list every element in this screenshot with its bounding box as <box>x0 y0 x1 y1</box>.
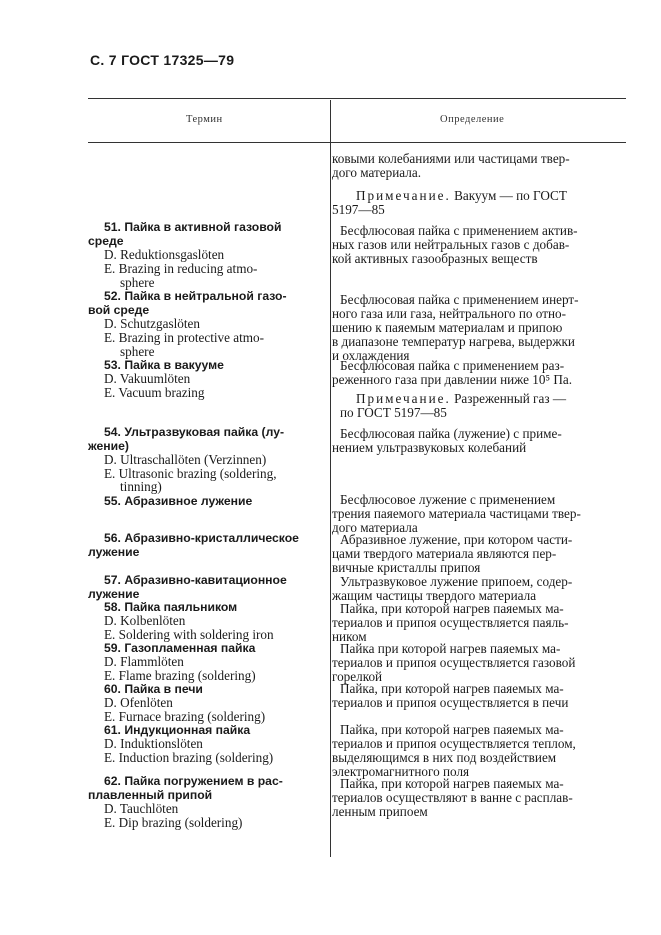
def-55-line-2: трения паяемого материала частицами твер- <box>332 506 581 521</box>
term-60-title: 60. Пайка в печи <box>104 682 203 696</box>
term-62-en: E. Dip brazing (soldering) <box>104 815 243 830</box>
def-56-line-3: вичные кристаллы припоя <box>332 560 481 575</box>
def-59-line-3: горелкой <box>332 669 383 684</box>
def-60-line-2: териалов и припоя осуществляется в печи <box>332 695 569 710</box>
term-58-de: D. Kolbenlöten <box>104 613 186 628</box>
def-58-line-2: териалов и припоя осуществляется паяль- <box>332 615 569 630</box>
def-52-line-1: Бесфлюсовая пайка с применением инерт- <box>340 292 579 307</box>
def-cont-line-2: дого материала. <box>332 165 422 180</box>
term-56-title: 56. Абразивно-кристаллическое <box>104 531 299 545</box>
term-54-title-cont: жение) <box>88 439 129 453</box>
term-61-title: 61. Индукционная пайка <box>104 723 251 737</box>
term-54-en-cont: tinning) <box>120 479 162 494</box>
term-56-title-cont: лужение <box>88 545 140 559</box>
def-59-line-2: териалов и припоя осуществляется газовой <box>332 655 576 670</box>
def-59-line-1: Пайка при которой нагрев паяемых ма- <box>340 641 561 656</box>
def-62-line-3: ленным припоем <box>332 804 428 819</box>
term-59-en: E. Flame brazing (soldering) <box>104 668 256 683</box>
def-56-line-2: цами твердого материала являются пер- <box>332 546 557 561</box>
term-60-en: E. Furnace brazing (soldering) <box>104 709 266 724</box>
def-61-line-3: выделяющимся в них под воздействием <box>332 750 557 765</box>
def-52-line-3: шению к паяемым материалам и припою <box>332 320 563 335</box>
def-62-line-2: териалов осуществляют в ванне с расплав- <box>332 790 573 805</box>
term-57-title-cont: лужение <box>88 587 140 601</box>
term-60-de: D. Ofenlöten <box>104 695 173 710</box>
def-52-line-5: и охлаждения <box>332 348 410 363</box>
term-53-de: D. Vakuumlöten <box>104 371 191 386</box>
term-51-en-cont: sphere <box>120 275 155 290</box>
term-53-title: 53. Пайка в вакууме <box>104 358 224 372</box>
def-57-line-1: Ультразвуковое лужение припоем, содер- <box>340 574 573 589</box>
def-55-line-1: Бесфлюсовое лужение с применением <box>340 492 556 507</box>
term-51-en: E. Brazing in reducing atmo- <box>104 261 258 276</box>
term-52-title: 52. Пайка в нейтральной газо- <box>104 289 287 303</box>
term-52-en: E. Brazing in protective atmo- <box>104 330 265 345</box>
note-vacuum-line-1: Примечание. Вакуум — по ГОСТ <box>356 188 567 203</box>
def-54-line-2: нением ультразвуковых колебаний <box>332 440 527 455</box>
term-62-title: 62. Пайка погружением в рас- <box>104 774 283 788</box>
def-54-line-1: Бесфлюсовая пайка (лужение) с приме- <box>340 426 562 441</box>
def-62-line-1: Пайка, при которой нагрев паяемых ма- <box>340 776 564 791</box>
def-cont-line-1: ковыми колебаниями или частицами твер- <box>332 151 570 166</box>
def-52-line-2: ного газа или газа, нейтрального по отно- <box>332 306 567 321</box>
def-55-line-3: дого материала <box>332 520 418 535</box>
def-51-line-1: Бесфлюсовая пайка с применением актив- <box>340 223 578 238</box>
column-header-definitions: Определение <box>440 114 505 125</box>
note-rarefied-gas-line-1: Примечание. Разреженный газ — <box>356 391 567 406</box>
note-rarefied-gas-line-2: по ГОСТ 5197—85 <box>340 405 447 420</box>
term-52-title-cont: вой среде <box>88 303 150 317</box>
def-56-line-1: Абразивное лужение, при котором части- <box>340 532 573 547</box>
def-61-line-4: электромагнитного поля <box>332 764 470 779</box>
def-53-line-1: Бесфлюсовая пайка с применением раз- <box>340 358 565 373</box>
term-59-title: 59. Газопламенная пайка <box>104 641 256 655</box>
term-61-de: D. Induktionslöten <box>104 736 203 751</box>
term-53-en: E. Vacuum brazing <box>104 385 205 400</box>
def-58-line-3: ником <box>332 629 367 644</box>
column-divider <box>330 100 331 857</box>
page-header: С. 7 ГОСТ 17325—79 <box>90 52 235 68</box>
term-51-title: 51. Пайка в активной газовой <box>104 220 282 234</box>
def-61-line-1: Пайка, при которой нагрев паяемых ма- <box>340 722 564 737</box>
def-57-line-2: жащим частицы твердого материала <box>332 588 537 603</box>
term-52-en-cont: sphere <box>120 344 155 359</box>
term-54-en: E. Ultrasonic brazing (soldering, <box>104 466 277 481</box>
def-51-line-3: кой активных газообразных веществ <box>332 251 538 266</box>
def-61-line-2: териалов и припоя осуществляется теплом, <box>332 736 576 751</box>
term-55-title: 55. Абразивное лужение <box>104 494 253 508</box>
term-54-de: D. Ultraschallöten (Verzinnen) <box>104 452 267 467</box>
def-58-line-1: Пайка, при которой нагрев паяемых ма- <box>340 601 564 616</box>
term-58-en: E. Soldering with soldering iron <box>104 627 274 642</box>
table-header-rule <box>88 142 626 143</box>
term-62-title-cont: плавленный припой <box>88 788 213 802</box>
term-52-de: D. Schutzgaslöten <box>104 316 200 331</box>
def-52-line-4: в диапазоне температур нагрева, выдержки <box>332 334 575 349</box>
term-54-title: 54. Ультразвуковая пайка (лу- <box>104 425 285 439</box>
term-51-title-cont: среде <box>88 234 124 248</box>
term-57-title: 57. Абразивно-кавитационное <box>104 573 287 587</box>
term-51-de: D. Reduktionsgaslöten <box>104 247 225 262</box>
note-vacuum-line-2: 5197—85 <box>332 202 385 217</box>
term-61-en: E. Induction brazing (soldering) <box>104 750 274 765</box>
column-header-terms: Термин <box>186 114 223 125</box>
term-59-de: D. Flammlöten <box>104 654 184 669</box>
def-60-line-1: Пайка, при которой нагрев паяемых ма- <box>340 681 564 696</box>
def-53-line-2: реженного газа при давлении ниже 10⁵ Па. <box>332 372 573 387</box>
term-62-de: D. Tauchlöten <box>104 801 179 816</box>
term-58-title: 58. Пайка паяльником <box>104 600 238 614</box>
def-51-line-2: ных газов или нейтральных газов с добав- <box>332 237 570 252</box>
table-top-rule <box>88 98 626 99</box>
